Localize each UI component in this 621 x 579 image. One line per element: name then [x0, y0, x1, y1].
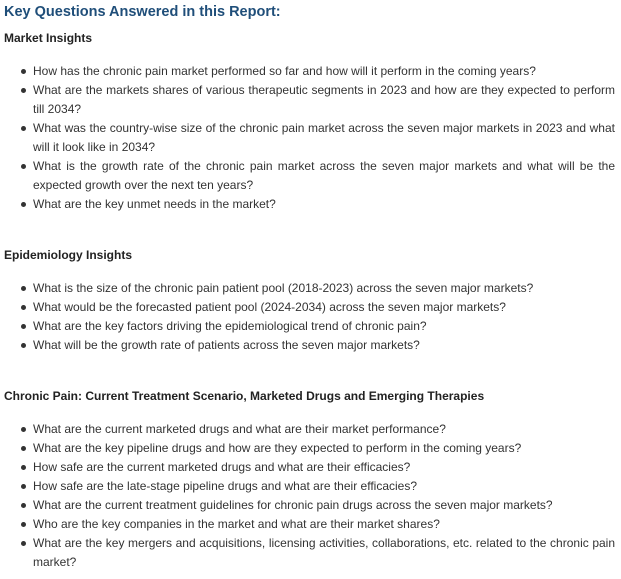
bullet-icon — [21, 164, 26, 169]
list-item-text: What are the current marketed drugs and what are their market performance? — [33, 422, 446, 436]
list-item — [19, 298, 615, 317]
bullet-icon — [21, 446, 26, 451]
list-item-text: What are the key unmet needs in the market? — [33, 197, 276, 211]
report-title: Key Questions Answered in this Report: — [4, 4, 281, 20]
list-item — [19, 458, 615, 477]
list-item — [19, 477, 615, 496]
list-item — [19, 157, 615, 195]
list-item-text: How safe are the late-stage pipeline drugs and what are their efficacies? — [33, 479, 418, 493]
bullet-icon — [21, 202, 26, 207]
list-item-text: How safe are the current marketed drugs and what are their efficacies? — [33, 460, 411, 474]
bullet-icon — [21, 522, 26, 527]
list-item-text: What are the key mergers and acquisitions, licensing activities, collaborations, etc. related to the chronic pain market? — [33, 536, 615, 569]
bullet-icon — [21, 503, 26, 508]
list-item — [19, 81, 615, 119]
list-item-text: What would be the forecasted patient pool (2024-2034) across the seven major markets? — [33, 300, 506, 314]
bullet-icon — [21, 427, 26, 432]
list-item-text: What will be the growth rate of patients across the seven major markets? — [33, 338, 420, 352]
list-item-text: Who are the key companies in the market and what are their market shares? — [33, 517, 440, 531]
list-item — [19, 420, 615, 439]
list-item-text: How has the chronic pain market performed so far and how will it perform in the coming years? — [33, 64, 536, 78]
list-item — [19, 62, 615, 81]
list-item — [19, 496, 615, 515]
bullet-icon — [21, 305, 26, 310]
section-heading-epidemiology-insights: Epidemiology Insights — [4, 248, 133, 262]
list-item-text: What are the key pipeline drugs and how are they expected to perform in the coming years? — [33, 441, 522, 455]
list-item-text: What is the size of the chronic pain patient pool (2018-2023) across the seven major markets? — [33, 281, 534, 295]
list-item-text: What are the markets shares of various therapeutic segments in 2023 and how are they expected to perform till 2034? — [33, 83, 615, 116]
section-heading-treatment-scenario: Chronic Pain: Current Treatment Scenario, Marketed Drugs and Emerging Therapies — [4, 389, 485, 403]
bullet-icon — [21, 88, 26, 93]
list-item — [19, 317, 615, 336]
list-item — [19, 439, 615, 458]
list-item — [19, 195, 615, 214]
list-item — [19, 515, 615, 534]
bullet-icon — [21, 324, 26, 329]
market-insights-list — [19, 62, 615, 214]
list-item — [19, 534, 615, 572]
bullet-icon — [21, 343, 26, 348]
bullet-icon — [21, 126, 26, 131]
bullet-icon — [21, 484, 26, 489]
list-item-text: What are the current treatment guidelines for chronic pain drugs across the seven major markets? — [33, 498, 553, 512]
list-item — [19, 279, 615, 298]
list-item-text: What is the growth rate of the chronic pain market across the seven major markets and what will be the expected growth over the next ten years? — [33, 159, 615, 192]
epidemiology-insights-list — [19, 279, 615, 355]
list-item — [19, 336, 615, 355]
list-item-text: What was the country-wise size of the chronic pain market across the seven major markets in 2023 and what will it look like in 2034? — [33, 121, 615, 154]
bullet-icon — [21, 465, 26, 470]
list-item — [19, 119, 615, 157]
bullet-icon — [21, 286, 26, 291]
bullet-icon — [21, 541, 26, 546]
list-item-text: What are the key factors driving the epidemiological trend of chronic pain? — [33, 319, 427, 333]
treatment-scenario-list — [19, 420, 615, 572]
bullet-icon — [21, 69, 26, 74]
section-heading-market-insights: Market Insights — [4, 31, 93, 45]
